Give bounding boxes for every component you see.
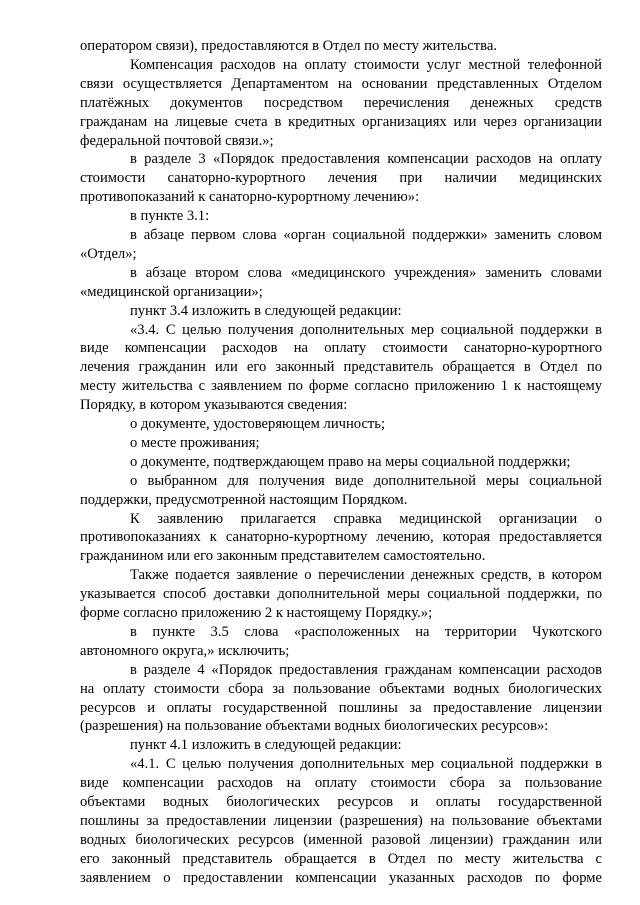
- text-line: оператором связи), предоставляются в Отдел по месту жительства.: [80, 38, 497, 54]
- text-line: заявлением о предоставлении компенсации указанных расходов по форме: [80, 869, 602, 886]
- text-line: пункт 4.1 изложить в следующей редакции:: [130, 737, 402, 754]
- text-line: в абзаце первом слова «орган социальной поддержки» заменить словом: [130, 227, 602, 243]
- text-line: «медицинской организации»;: [80, 283, 263, 300]
- text-line: гражданам на лицевые счета в кредитных организациях или через организации: [80, 113, 602, 130]
- text-line: федеральной почтовой связи.»;: [80, 132, 274, 149]
- text-line: в абзаце втором слова «медицинского учреждения» заменить словами: [130, 264, 602, 281]
- text-line: о месте проживания;: [130, 434, 260, 451]
- text-line: платёжных документов посредством перечисления денежных средств: [80, 94, 602, 111]
- text-line: связи осуществляется Департаментом на основании представленных Отделом: [80, 75, 602, 92]
- text-line: ресурсов и оплаты государственной пошлины за предоставление лицензии: [80, 699, 602, 716]
- text-line: автономного округа,» исключить;: [80, 642, 290, 659]
- text-line: виде компенсации расходов на оплату стоимости санаторно-курортного: [80, 340, 602, 357]
- text-line: «Отдел»;: [80, 245, 137, 262]
- text-line: на оплату стоимости сбора за пользование объектами водных биологических: [80, 680, 602, 697]
- text-line: противопоказаниях к санаторно-курортному лечению, которая предоставляется: [80, 529, 602, 546]
- text-line: объектами водных биологических ресурсов и оплаты государственной: [80, 794, 602, 810]
- text-line: о документе, удостоверяющем личность;: [130, 416, 386, 432]
- text-line: К заявлению прилагается справка медицинской организации о: [130, 510, 602, 527]
- text-line: «3.4. С целью получения дополнительных мер социальной поддержки в: [130, 321, 602, 338]
- text-line: в пункте 3.1:: [130, 208, 210, 225]
- text-line: Также подается заявление о перечислении денежных средств, в котором: [130, 567, 602, 584]
- text-line: Компенсация расходов на оплату стоимости услуг местной телефонной: [130, 56, 602, 73]
- text-line: в пункте 3.5 слова «расположенных на территории Чукотского: [130, 623, 602, 640]
- text-line: поддержки, предусмотренной настоящим Порядком.: [80, 491, 408, 508]
- text-line: форме согласно приложению 2 к настоящему Порядку.»;: [80, 605, 433, 621]
- text-line: «4.1. С целью получения дополнительных мер социальной поддержки в: [130, 756, 602, 773]
- text-line: Порядку, в котором указываются сведения:: [80, 397, 348, 414]
- text-line: указывается способ доставки дополнительной меры социальной поддержки, по: [80, 586, 602, 603]
- text-line: в разделе 3 «Порядок предоставления компенсации расходов на оплату: [130, 151, 602, 168]
- text-line: о документе, подтверждающем право на меры социальной поддержки;: [130, 453, 571, 470]
- text-line: водных биологических ресурсов (именной разовой лицензии) гражданин или: [80, 831, 602, 848]
- text-line: пошлины за предоставлении лицензии (разрешения) на пользование объектами: [80, 812, 602, 829]
- text-line: стоимости санаторно-курортного лечения при наличии медицинских: [80, 170, 602, 187]
- text-line: месту жительства с заявлением по форме согласно приложению 1 к настоящему: [80, 378, 602, 395]
- text-line: его законный представитель обращается в Отдел по месту жительства с: [80, 850, 602, 867]
- text-line: о выбранном для получения виде дополнительной меры социальной: [130, 472, 602, 489]
- text-line: в разделе 4 «Порядок предоставления гражданам компенсации расходов: [130, 661, 602, 678]
- text-line: противопоказаний к санаторно-курортному лечению»:: [80, 189, 420, 206]
- text-line: пункт 3.4 изложить в следующей редакции:: [130, 302, 402, 319]
- text-line: (разрешения) на пользование объектами водных биологических ресурсов»:: [80, 718, 549, 735]
- text-line: гражданином или его законным представителем самостоятельно.: [80, 548, 486, 565]
- text-line: виде компенсации расходов на оплату стоимости сбора за пользование: [80, 775, 602, 792]
- text-line: лечения гражданин или его законный представитель обращается в Отдел по: [80, 359, 602, 376]
